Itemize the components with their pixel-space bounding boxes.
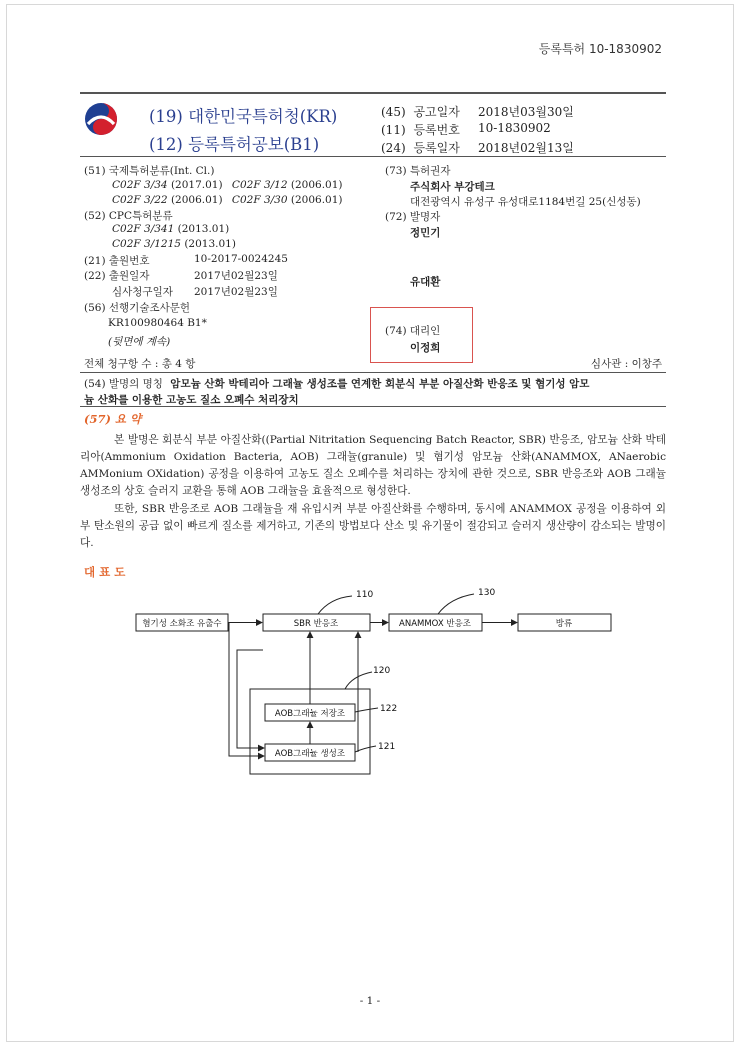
- application-date-label: (22) 출원일자: [84, 270, 150, 282]
- office-title: (19) 대한민국특허청(KR): [149, 107, 338, 126]
- examination-date-label: 심사청구일자: [112, 286, 173, 298]
- inventor-name-2: 유대환: [410, 276, 441, 288]
- invention-title-line-1: 암모늄 산화 박테리아 그래뉼 생성조를 연계한 회분식 부분 아질산화 반응조 및 혐기성 암모: [170, 378, 590, 390]
- meta-registration-date-value: 2018년02월13일: [478, 141, 574, 155]
- header-rule-top: [80, 92, 666, 94]
- meta-registration-number-value: 10-1830902: [478, 121, 551, 135]
- ipc-code: C02F 3/30: [231, 194, 288, 206]
- invention-title-line-2: 늄 산화를 이용한 고농도 질소 오폐수 처리장치: [84, 394, 299, 406]
- application-number-label: (21) 출원번호: [84, 255, 150, 267]
- claims-rule: [80, 372, 666, 373]
- prior-art-value: KR100980464 B1*: [108, 317, 207, 329]
- meta-code: (24): [381, 141, 406, 155]
- discharge-label: 방류: [555, 619, 573, 629]
- meta-publication-date: [381, 103, 460, 120]
- total-claims: 전체 청구항 수 : 총 4 항: [84, 358, 196, 370]
- inventor-label: (72) 발명자: [385, 211, 441, 223]
- ref-121: 121: [378, 742, 396, 752]
- application-date-value: 2017년02월23일: [194, 270, 278, 282]
- title-rule: [80, 406, 666, 407]
- cpc-date: (2013.01): [184, 238, 236, 250]
- meta-registration-date: [381, 139, 460, 156]
- meta-code: (45): [381, 105, 406, 119]
- meta-publication-date-value: 2018년03월30일: [478, 105, 574, 119]
- abstract-heading: (57) 요 약: [84, 412, 142, 426]
- continued-note: (뒷면에 계속): [108, 336, 171, 348]
- ipc-label: (51) 국제특허분류(Int. Cl.): [84, 165, 215, 177]
- registration-number-header: 등록특허 10-1830902: [538, 42, 662, 56]
- cpc-row-1: [112, 223, 229, 235]
- representative-drawing-heading: 대 표 도: [84, 565, 126, 579]
- leader-110: [318, 596, 352, 614]
- invention-title: [84, 376, 589, 408]
- ref-110: 110: [356, 590, 374, 600]
- cpc-date: (2013.01): [177, 223, 230, 235]
- cpc-code: C02F 3/1215: [112, 238, 181, 250]
- prior-art-label: (56) 선행기술조사문헌: [84, 302, 191, 314]
- ipc-code: C02F 3/12: [231, 179, 288, 191]
- ipc-date: (2006.01): [290, 194, 343, 206]
- leader-130: [438, 594, 474, 614]
- ipc-row-1: [112, 179, 343, 191]
- invention-title-prefix: (54) 발명의 명칭: [84, 378, 163, 390]
- meta-label: 등록일자: [413, 141, 460, 155]
- ipc-code: C02F 3/22: [112, 194, 168, 206]
- kipo-emblem-icon: [84, 102, 118, 140]
- anammox-reactor-label: ANAMMOX 반응조: [399, 619, 471, 629]
- meta-registration-number: [381, 121, 460, 138]
- ipc-code: C02F 3/34: [112, 179, 168, 191]
- patentee-name: 주식회사 부강테크: [410, 181, 495, 193]
- sbr-reactor-label: SBR 반응조: [293, 619, 339, 629]
- granule-generation-label: AOB그래뉼 생성조: [274, 749, 346, 759]
- granule-storage-label: AOB그래뉼 저장조: [274, 709, 346, 719]
- influent-box-label: 혐기성 소화조 유출수: [142, 619, 222, 629]
- ipc-date: (2006.01): [290, 179, 343, 191]
- cpc-code: C02F 3/341: [112, 223, 175, 235]
- cpc-row-2: [112, 238, 236, 250]
- representative-drawing: [0, 580, 740, 780]
- ref-122: 122: [380, 704, 398, 714]
- patentee-address: 대전광역시 유성구 유성대로1184번길 25(신성동): [410, 196, 641, 208]
- abstract-paragraph-2: 또한, SBR 반응조로 AOB 그래뉼을 재 유입시켜 부분 아질산화를 수행하며, 동시에 ANAMMOX 공정을 이용하여 외부 탄소원의 공급 없이 빠르게 질소를 제거하고, 기존의 방법보다 산소 및 유기물이 절감되고 슬러지 생산량이 감소되는 발명이다.: [80, 503, 666, 549]
- abstract-paragraph-1: 본 발명은 회분식 부분 아질산화((Partial Nitritation Sequencing Batch Reactor, SBR) 반응조, 암모늄 산화 박테리아(Ammonium Oxidation Bacteria, AOB) 그래뉼(granule) 및 혐기성 암모늄 산화(ANAMMOX, ANaerobic AMMonium OXidation) 공정을 이용하여 고농도 질소 오폐수를 처리하는 장치에 관한 것으로, SBR 반응조와 AOB 그래뉼 생성조의 상호 슬러지 교환을 통해 AOB 그래뉼을 효율적으로 형성한다.: [80, 434, 666, 497]
- patentee-label: (73) 특허권자: [385, 165, 451, 177]
- agent-name: 이정희: [410, 342, 441, 354]
- application-number-value: 10-2017-0024245: [194, 253, 288, 265]
- examiner: 심사관 : 이창주: [590, 358, 662, 370]
- agent-label: (74) 대리인: [385, 325, 441, 337]
- ipc-date: (2017.01): [170, 179, 223, 191]
- inventor-name-1: 정민기: [410, 227, 441, 239]
- meta-label: 등록번호: [413, 123, 460, 137]
- page-number: - 1 -: [359, 995, 381, 1007]
- meta-label: 공고일자: [413, 105, 460, 119]
- ref-130: 130: [478, 588, 496, 598]
- ref-120: 120: [373, 666, 391, 676]
- meta-code: (11): [381, 123, 406, 137]
- publication-type-title: (12) 등록특허공보(B1): [149, 135, 320, 154]
- ipc-row-2: [112, 194, 343, 206]
- header-rule-bottom: [80, 156, 666, 157]
- ipc-date: (2006.01): [170, 194, 223, 206]
- examination-date-value: 2017년02월23일: [194, 286, 278, 298]
- cpc-label: (52) CPC특허분류: [84, 210, 173, 222]
